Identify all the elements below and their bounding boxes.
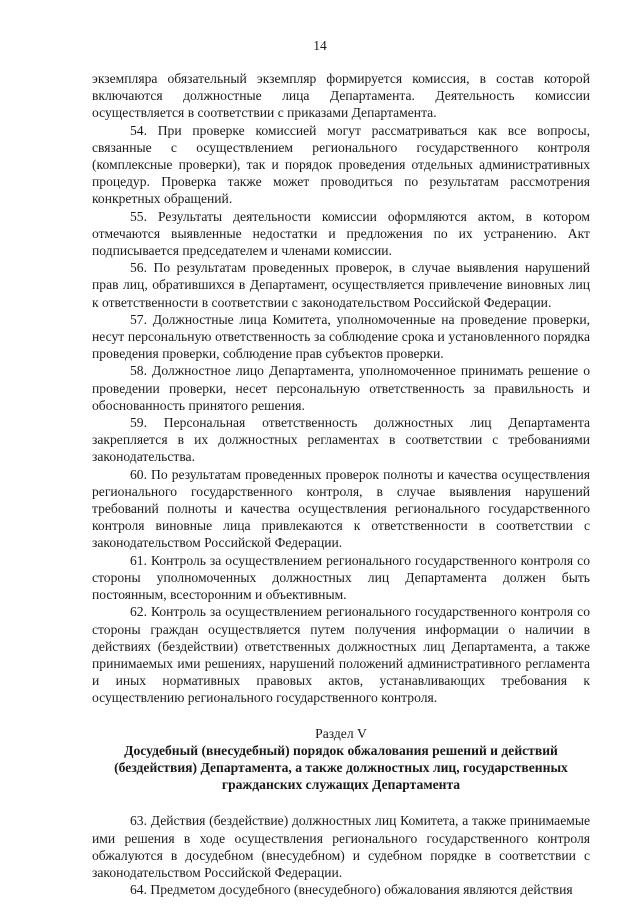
paragraph-58: 58. Должностное лицо Департамента, уполномоченное принимать решение о проведении проверки, несет персональную ответственность за правильность и обоснованность принятого решения. bbox=[92, 363, 590, 413]
paragraph-55: 55. Результаты деятельности комиссии оформляются актом, в котором отмечаются выявленные недостатки и предложения по их устранению. Акт подписывается председателем и членами комиссии. bbox=[92, 208, 590, 259]
paragraph-59: 59. Персональная ответственность должностных лиц Департамента закрепляется в их должностных регламентах в соответствии с требованиями законодательства. bbox=[92, 415, 590, 465]
page-number: 14 bbox=[313, 38, 327, 53]
paragraph-continuation: экземпляра обязательный экземпляр формируется комиссия, в состав которой включаются должностные лица Департамента. Деятельность комиссии осуществляется в соответствии с приказами Департамента. bbox=[92, 71, 590, 121]
paragraph-60: 60. По результатам проведенных проверок полноты и качества осуществления регионального государственного контроля, в случае выявления нарушений требований полноты и качества осуществления регионального государственного контроля виновные лица привлекаются к ответственности в соответствии с законодательством Российской Федерации. bbox=[92, 466, 590, 551]
section-label: Раздел V bbox=[315, 725, 367, 741]
section-heading bbox=[92, 725, 590, 794]
paragraph-56: 56. По результатам проведенных проверок, в случае выявления нарушений прав лиц, обратившихся в Департамент, осуществляется привлечение виновных лиц к ответственности в соответствии с законодательством Российской Федерации. bbox=[92, 260, 590, 310]
paragraph-54: 54. При проверке комиссией могут рассматриваться как все вопросы, связанные с осуществлением регионального государственного контроля (комплексные проверки), так и порядок проведения отдельных административных процедур. Проверка также может проводиться по результатам рассмотрения конкретных обращений. bbox=[92, 122, 590, 207]
paragraph-57: 57. Должностные лица Комитета, уполномоченные на проведение проверки, несут персональную ответственность за соблюдение срока и установленного порядка проведения проверки, соблюдение прав субъектов проверки. bbox=[92, 311, 590, 362]
paragraph-64: 64. Предметом досудебного (внесудебного) обжалования являются действия bbox=[130, 882, 573, 898]
paragraph-63: 63. Действия (бездействие) должностных лиц Комитета, а также принимаемые ими решения в ходе осуществления регионального государственного контроля обжалуются в досудебном (внесудебном) и судебном порядке в соответствии с законодательством Российской Федерации. bbox=[92, 813, 590, 880]
paragraph-62: 62. Контроль за осуществлением регионального государственного контроля со стороны граждан осуществляется путем получения информации о наличии в действиях (бездействии) ответственных должностных лиц Департамента, а также принимаемых ими решениях, нарушений положений административного регламента и иных нормативных правовых актов, устанавливающих требования к осуществлению регионального государственного контроля. bbox=[92, 604, 590, 706]
section-v-body bbox=[92, 812, 590, 898]
paragraph-61: 61. Контроль за осуществлением регионального государственного контроля со стороны уполномоченных должностных лиц Департамента должен быть постоянным, всесторонним и объективным. bbox=[92, 552, 590, 603]
section-title: Досудебный (внесудебный) порядок обжалования решений и действий (бездействия) Департамента, а также должностных лиц, государственных гражданских служащих Департамента bbox=[114, 742, 568, 793]
document-body bbox=[92, 70, 590, 898]
